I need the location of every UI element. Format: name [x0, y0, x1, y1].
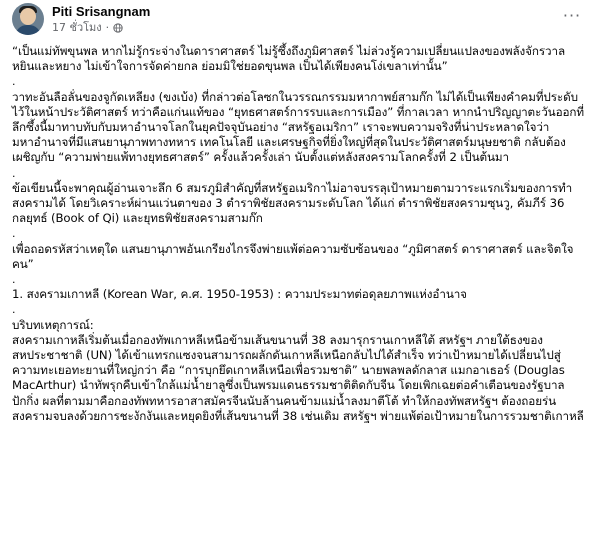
- quote-paragraph: “เป็นแม่ทัพขุนพล หากไม่รู้กระจ่างในดาราศาสตร์ ไม่รู้ซึ้งถึงภูมิศาสตร์ ไม่ล่วงรู้ความเปลี่ยนแปลงของพลังจักรวาล หยินและหยาง ไม่เข้าใจการจัดค่ายกล ย่อมมิใช่ยอดขุนพล เป็นได้เพียงคนโง่เขลาเท่านั้น”: [12, 44, 566, 74]
- purpose-paragraph: เพื่อถอดรหัสว่าเหตุใด แสนยานุภาพอันเกรียงไกรจึงพ่ายแพ้ต่อความซับซ้อนของ “ภูมิศาสตร์ ดาราศาสตร์ และจิตใจคน”: [12, 241, 574, 271]
- post-body: [12, 44, 584, 424]
- post-timestamp[interactable]: 17 ชั่วโมง: [52, 21, 102, 34]
- globe-icon: [113, 23, 123, 33]
- separator-period: .: [12, 273, 16, 286]
- context-label: บริบทเหตุการณ์:: [12, 317, 94, 332]
- post-header: [12, 0, 584, 44]
- separator-period: .: [12, 303, 16, 317]
- author-name[interactable]: Piti Srisangnam: [52, 4, 151, 19]
- overview-paragraph: ข้อเขียนนี้จะพาคุณผู้อ่านเจาะลึก 6 สมรภูมิสำคัญที่สหรัฐอเมริกาไม่อาจบรรลุเป้าหมายตามวาระแรกเริ่มของการทำสงครามได้ โดยวิเคราะห์ผ่านแว่นตาของ 3 ตำราพิชัยสงครามระดับโลก ได้แก่ ตำราพิชัยสงครามซุนวู, คัมภีร์ 36 กลยุทธ์ (Book of Qi) และยุทธพิชัยสงครามสามก๊ก: [12, 180, 573, 226]
- more-options-icon[interactable]: ···: [562, 5, 582, 25]
- avatar[interactable]: [12, 3, 44, 35]
- separator-period: .: [12, 75, 16, 89]
- separator-period: .: [12, 227, 16, 241]
- context-paragraph: สงครามเกาหลีเริ่มต้นเมื่อกองทัพเกาหลีเหนือข้ามเส้นขนานที่ 38 ลงมารุกรานเกาหลีใต้ สหรัฐฯ ภายใต้ธงของสหประชาชาติ (UN) ได้เข้าแทรกแซงจนสามารถผลักดันเกาหลีเหนือกลับไปได้สำเร็จ ทว่าเป้าหมายได้เปลี่ยนไปสู่ความทะเยอทะยานที่ใหญ่กว่า คือ “การบุกยึดเกาหลีเหนือเพื่อรวมชาติ” นายพลพลดักลาส แมกอาเธอร์ (Douglas MacArthur) นำทัพรุกคืบเข้าใกล้แม่น้ำยาลูซึ่งเป็นพรมแดนธรรมชาติติดกับจีน โดยเพิกเฉยต่อคำเตือนของรัฐบาลปักกิ่ง ผลที่ตามมาคือกองทัพทหารอาสาสมัครจีนนับล้านคนข้ามแม่น้ำลงมาตีโต้ ทำให้กองทัพสหรัฐฯ ต้องถอยร่น สงครามจบลงด้วยการชะงักงันและหยุดยิงที่เส้นขนานที่ 38 เช่นเดิม สหรัฐฯ พ่ายแพ้ต่อเป้าหมายในการรวมชาติเกาหลี: [12, 332, 584, 423]
- post-subline: [52, 21, 150, 35]
- intro-paragraph: วาทะอันลือลั่นของจูกัดเหลียง (ขงเบ้ง) ที่กล่าวต่อโลซกในวรรณกรรมมหากาพย์สามก๊ก ไม่ได้เป็นเพียงคำคมที่ประดับไว้ในหน้าประวัติศาสตร์ ทว่าคือแก่นแท้ของ “ยุทธศาสตร์การรบและการเมือง” ที่กาลเวลา หากนำปริญญาตะวันออกที่ลึกซึ้งนี้มาทาบทับกับมหาอำนาจโลกในยุคปัจจุบันอย่าง “สหรัฐอเมริกา” เราจะพบความจริงที่น่าประหลาดใจว่า มหาอำนาจที่มีแสนยานุภาพทางทหาร เทคโนโลยี และเศรษฐกิจที่ยิ่งใหญ่ที่สุดในประวัติศาสตร์มนุษยชาติ กลับต้องเผชิญกับ “ความพ่ายแพ้ทางยุทธศาสตร์” ครั้งแล้วครั้งเล่า นับตั้งแต่หลังสงครามโลกครั้งที่ 2 เป็นต้นมา: [12, 89, 584, 165]
- post-meta: [52, 4, 150, 35]
- separator-dot: ·: [105, 21, 110, 34]
- section-heading: 1. สงครามเกาหลี (Korean War, ค.ศ. 1950-1953) : ความประมาทต่อดุลยภาพแห่งอำนาจ: [12, 287, 467, 302]
- separator-period: .: [12, 166, 16, 180]
